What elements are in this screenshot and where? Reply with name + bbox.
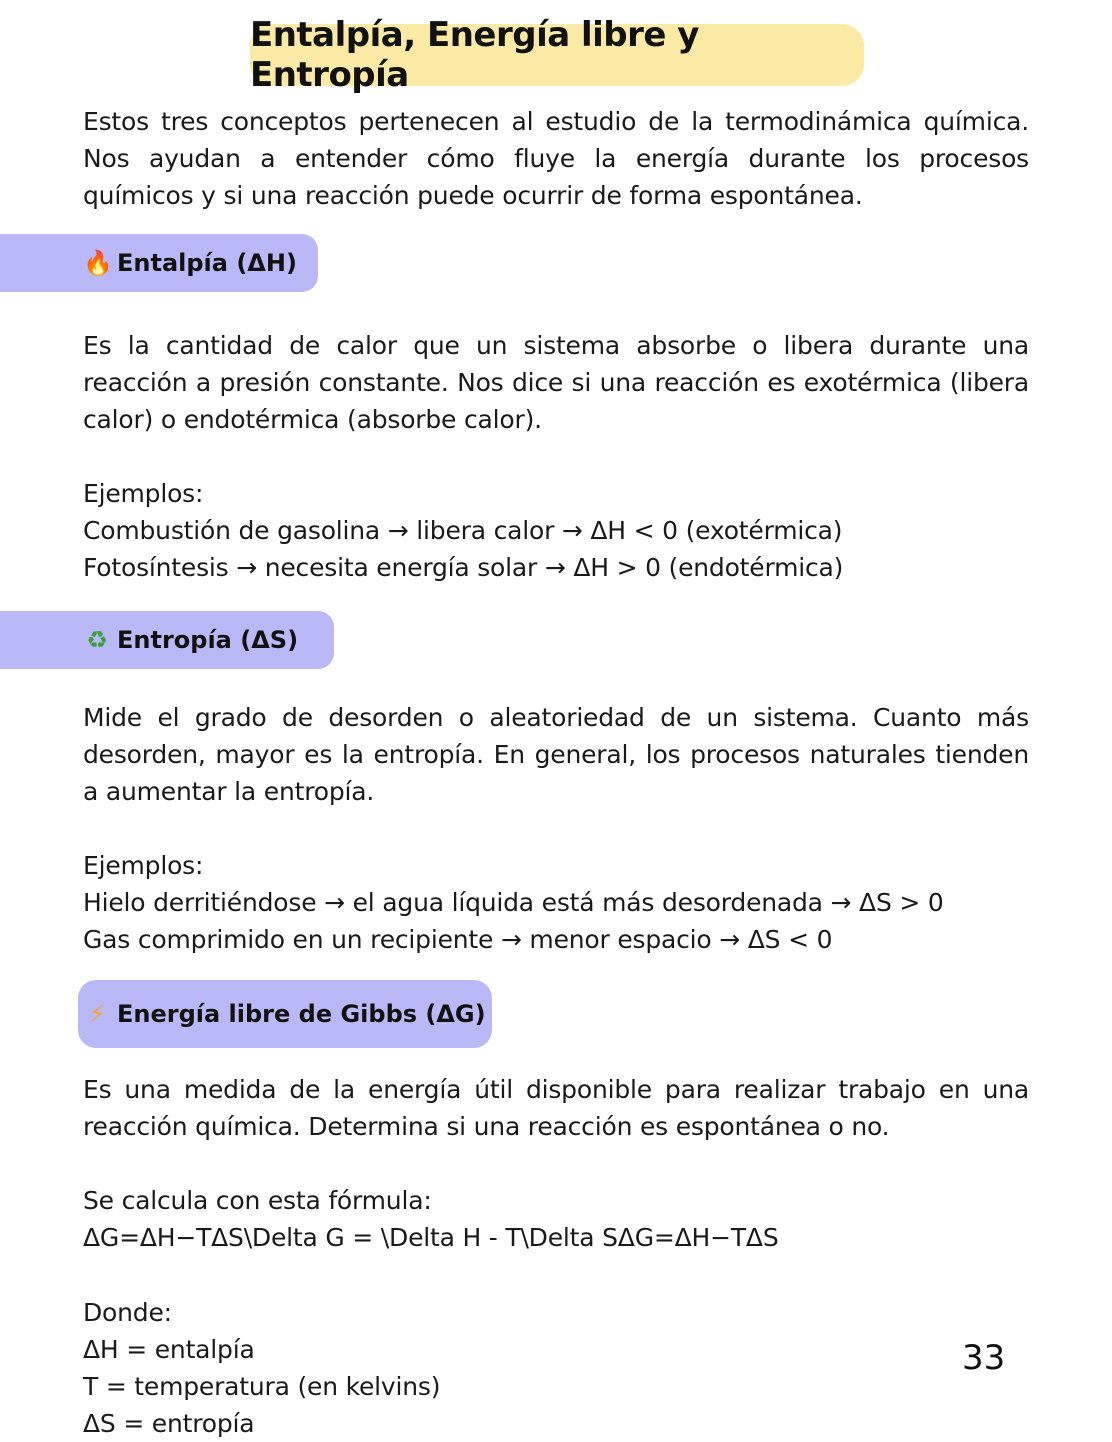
definition-item: ΔS = entropía [83, 1409, 255, 1438]
section-heading-gibbs: Energía libre de Gibbs (ΔG) [117, 1000, 486, 1028]
gibbs-formula: ΔG=ΔH−TΔS\Delta G = \Delta H - T\Delta SΔG=ΔH−TΔS [83, 1223, 779, 1252]
lightning-icon: ⚡ [88, 1000, 106, 1028]
entropy-example-item: Hielo derritiéndose → el agua líquida está más desordenada → ΔS > 0 [83, 888, 944, 917]
page-title: Entalpía, Energía libre y Entropía [250, 24, 864, 86]
definition-item: ΔH = entalpía [83, 1335, 255, 1364]
gibbs-description: Es una medida de la energía útil disponible para realizar trabajo en una reacción química. Determina si una reacción es espontánea o no. [83, 1075, 1029, 1141]
section-header-enthalpy [0, 234, 318, 292]
enthalpy-example-item: Fotosíntesis → necesita energía solar → ΔH > 0 (endotérmica) [83, 553, 844, 582]
recycle-icon: ♻ [86, 626, 108, 654]
formula-label: Se calcula con esta fórmula: [83, 1186, 432, 1215]
fire-icon: 🔥 [83, 249, 113, 277]
intro-paragraph: Estos tres conceptos pertenecen al estudio de la termodinámica química. Nos ayudan a entender cómo fluye la energía durante los procesos químicos y si una reacción puede ocurrir de forma espontánea. [83, 107, 1029, 210]
section-header-gibbs [78, 980, 492, 1048]
entropy-example-item: Gas comprimido en un recipiente → menor espacio → ΔS < 0 [83, 925, 833, 954]
where-label: Donde: [83, 1298, 172, 1327]
entropy-examples-label: Ejemplos: [83, 851, 204, 880]
enthalpy-description: Es la cantidad de calor que un sistema absorbe o libera durante una reacción a presión constante. Nos dice si una reacción es exotérmica (libera calor) o endotérmica (absorbe calor). [83, 331, 1029, 434]
entropy-description: Mide el grado de desorden o aleatoriedad de un sistema. Cuanto más desorden, mayor es la entropía. En general, los procesos naturales tienden a aumentar la entropía. [83, 703, 1029, 806]
section-heading-enthalpy: Entalpía (ΔH) [117, 249, 297, 277]
definition-item: T = temperatura (en kelvins) [83, 1372, 441, 1401]
enthalpy-examples-label: Ejemplos: [83, 479, 204, 508]
page-number: 33 [962, 1338, 1006, 1378]
enthalpy-example-item: Combustión de gasolina → libera calor → ΔH < 0 (exotérmica) [83, 516, 843, 545]
section-heading-entropy: Entropía (ΔS) [117, 626, 299, 654]
section-header-entropy [0, 611, 334, 669]
